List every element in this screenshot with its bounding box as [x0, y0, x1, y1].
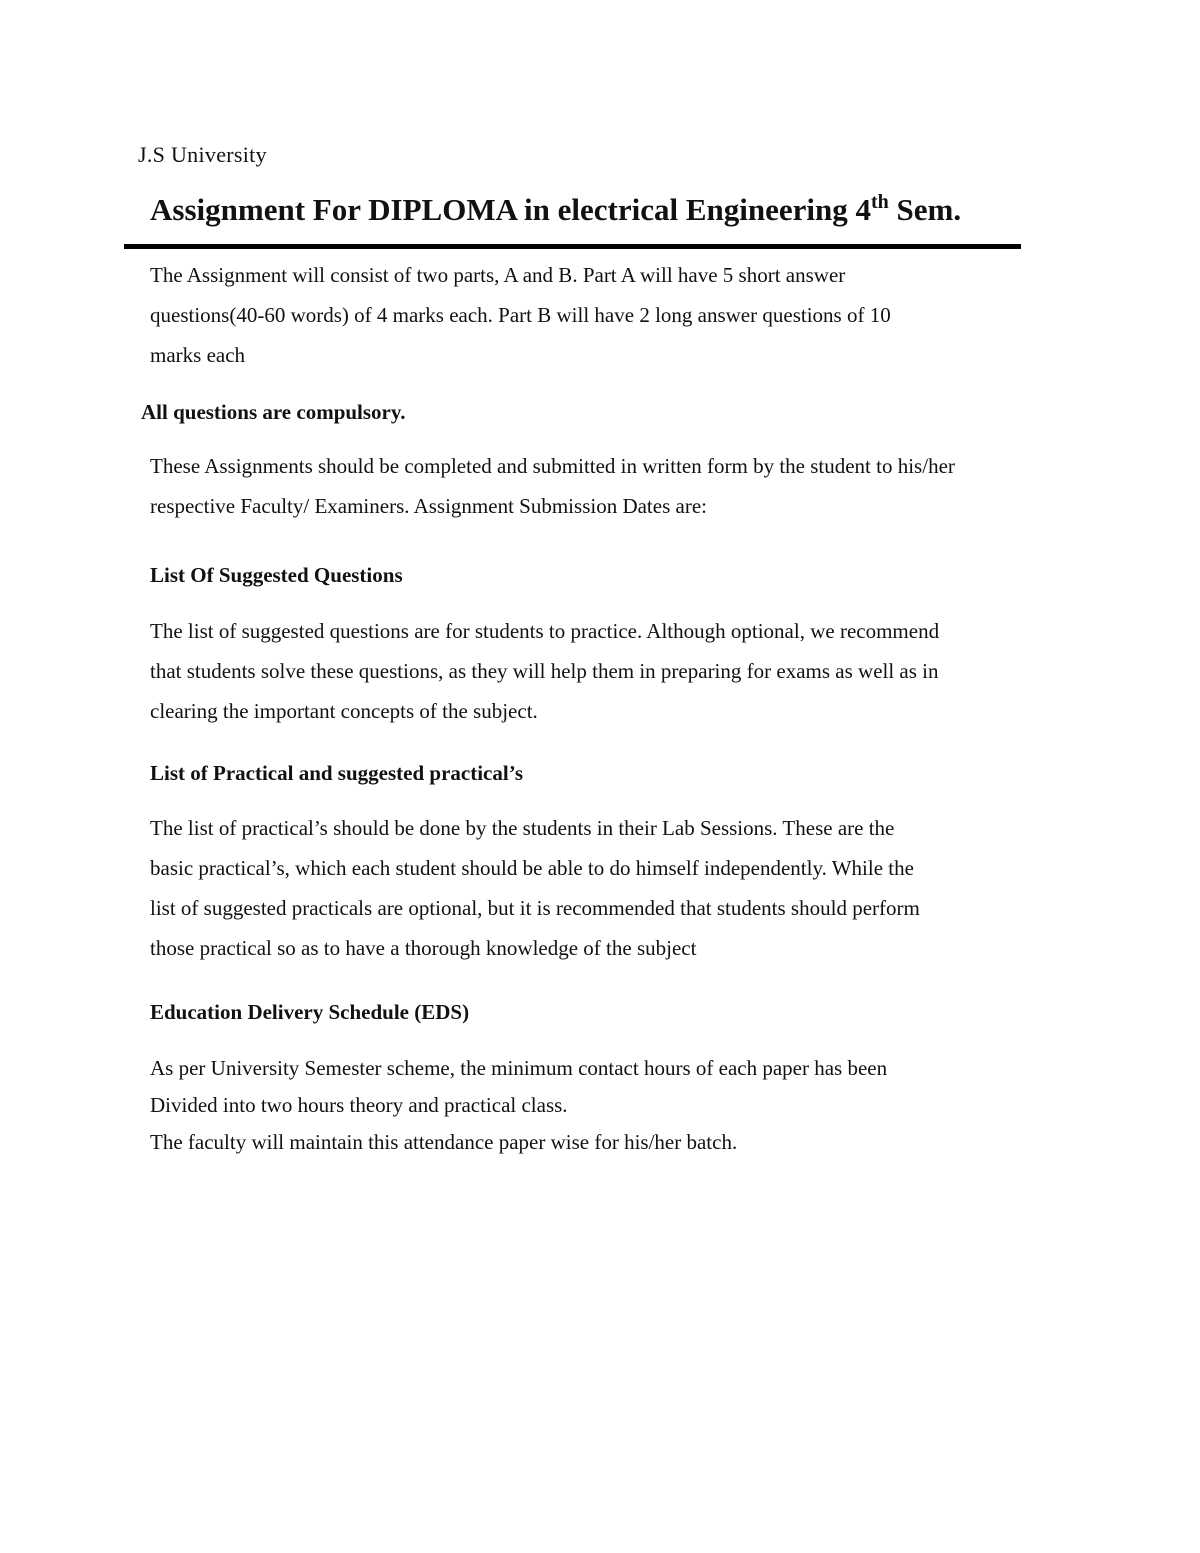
- suggested-questions-line: that students solve these questions, as they will help them in preparing for exams as well as in: [150, 659, 939, 683]
- title-superscript: th: [870, 191, 889, 213]
- eds-heading: Education Delivery Schedule (EDS): [150, 1000, 470, 1024]
- eds-line: The faculty will maintain this attendance paper wise for his/her batch.: [150, 1130, 738, 1154]
- practicals-heading: List of Practical and suggested practical’s: [150, 761, 524, 785]
- intro-paragraph: [150, 255, 1000, 375]
- suggested-questions-heading: List Of Suggested Questions: [150, 563, 403, 587]
- intro-line: The Assignment will consist of two parts, A and B. Part A will have 5 short answer: [150, 263, 846, 287]
- practicals-line: those practical so as to have a thorough knowledge of the subject: [150, 936, 697, 960]
- university-name: J.S University: [138, 142, 267, 167]
- submission-paragraph: [150, 446, 1070, 526]
- submission-line: These Assignments should be completed and submitted in written form by the student to his/her: [150, 454, 955, 478]
- compulsory-heading: All questions are compulsory.: [141, 400, 406, 424]
- eds-paragraph: [150, 1050, 1050, 1161]
- practicals-paragraph: [150, 808, 1050, 968]
- intro-line: questions(40-60 words) of 4 marks each. Part B will have 2 long answer questions of 10: [150, 303, 891, 327]
- suggested-questions-line: clearing the important concepts of the subject.: [150, 699, 538, 723]
- suggested-questions-paragraph: [150, 611, 1060, 731]
- intro-line: marks each: [150, 343, 246, 367]
- title-main: Assignment For DIPLOMA in electrical Engineering 4: [150, 192, 871, 227]
- practicals-line: The list of practical’s should be done by the students in their Lab Sessions. These are the: [150, 816, 895, 840]
- title-end: Sem.: [888, 192, 962, 227]
- document-title: [150, 192, 961, 228]
- suggested-questions-line: The list of suggested questions are for students to practice. Although optional, we recommend: [150, 619, 940, 643]
- eds-line: As per University Semester scheme, the minimum contact hours of each paper has been: [150, 1056, 888, 1080]
- title-divider: [124, 244, 1021, 249]
- submission-line: respective Faculty/ Examiners. Assignment Submission Dates are:: [150, 494, 707, 518]
- eds-line: Divided into two hours theory and practical class.: [150, 1093, 568, 1117]
- practicals-line: list of suggested practicals are optional, but it is recommended that students should perform: [150, 896, 920, 920]
- practicals-line: basic practical’s, which each student should be able to do himself independently. While the: [150, 856, 914, 880]
